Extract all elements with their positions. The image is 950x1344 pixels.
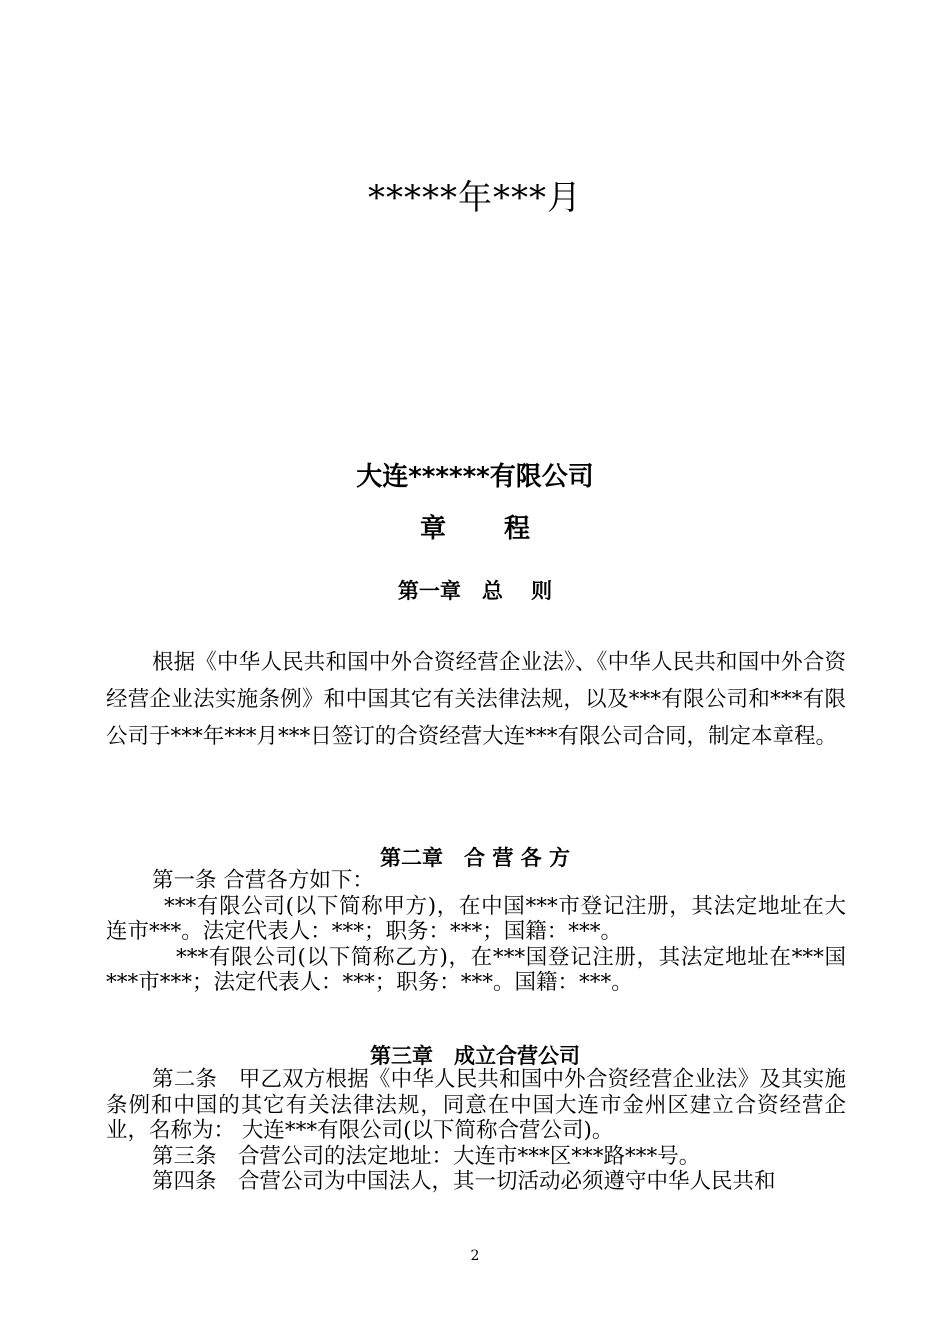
article-3: 第三条 合营公司的法定地址：大连市***区***路***号。 — [152, 1143, 701, 1169]
chapter-3-heading: 第三章 成立合营公司 — [370, 1044, 580, 1068]
document-title: 章程 — [419, 514, 588, 544]
chapter-1-heading: 第一章 总 则 — [397, 579, 553, 603]
article-4: 第四条 合营公司为中国法人，其一切活动必须遵守中华人民共和 — [152, 1169, 776, 1194]
company-name-title: 大连******有限公司 — [356, 462, 594, 492]
chapter-2-body — [106, 868, 846, 996]
article-1: 第一条 合营各方如下： — [152, 868, 374, 893]
article-2: 第二条 甲乙双方根据《中华人民共和国中外合资经营企业法》及其实施条例和中国的其它有关法律法规，同意在中国大连市金州区建立合资经营企业，名称为： 大连***有限公司(以下简称合营公司)。 — [106, 1067, 846, 1143]
chapter-2-heading: 第二章 合 营 各 方 — [380, 846, 570, 870]
party-a-description: ***有限公司(以下简称甲方)，在中国***市登记注册，其法定地址在大连市***。法定代表人：***；职务：***；国籍：***。 — [106, 893, 846, 944]
cover-date: *****年***月 — [368, 178, 582, 218]
party-b-description: ***有限公司(以下简称乙方)，在***国登记注册，其法定地址在***国***市***；法定代表人：***；职务：***。国籍：***。 — [106, 944, 846, 995]
chapter-1-paragraph: 根据《中华人民共和国中外合资经营企业法》、《中华人民共和国中外合资经营企业法实施条例》和中国其它有关法律法规，以及***有限公司和***有限公司于***年***月***日签订的合资经营大连***有限公司合同，制定本章程。 — [106, 650, 846, 749]
chapter-3-body — [106, 1067, 846, 1195]
page-number: 2 — [470, 1248, 480, 1264]
